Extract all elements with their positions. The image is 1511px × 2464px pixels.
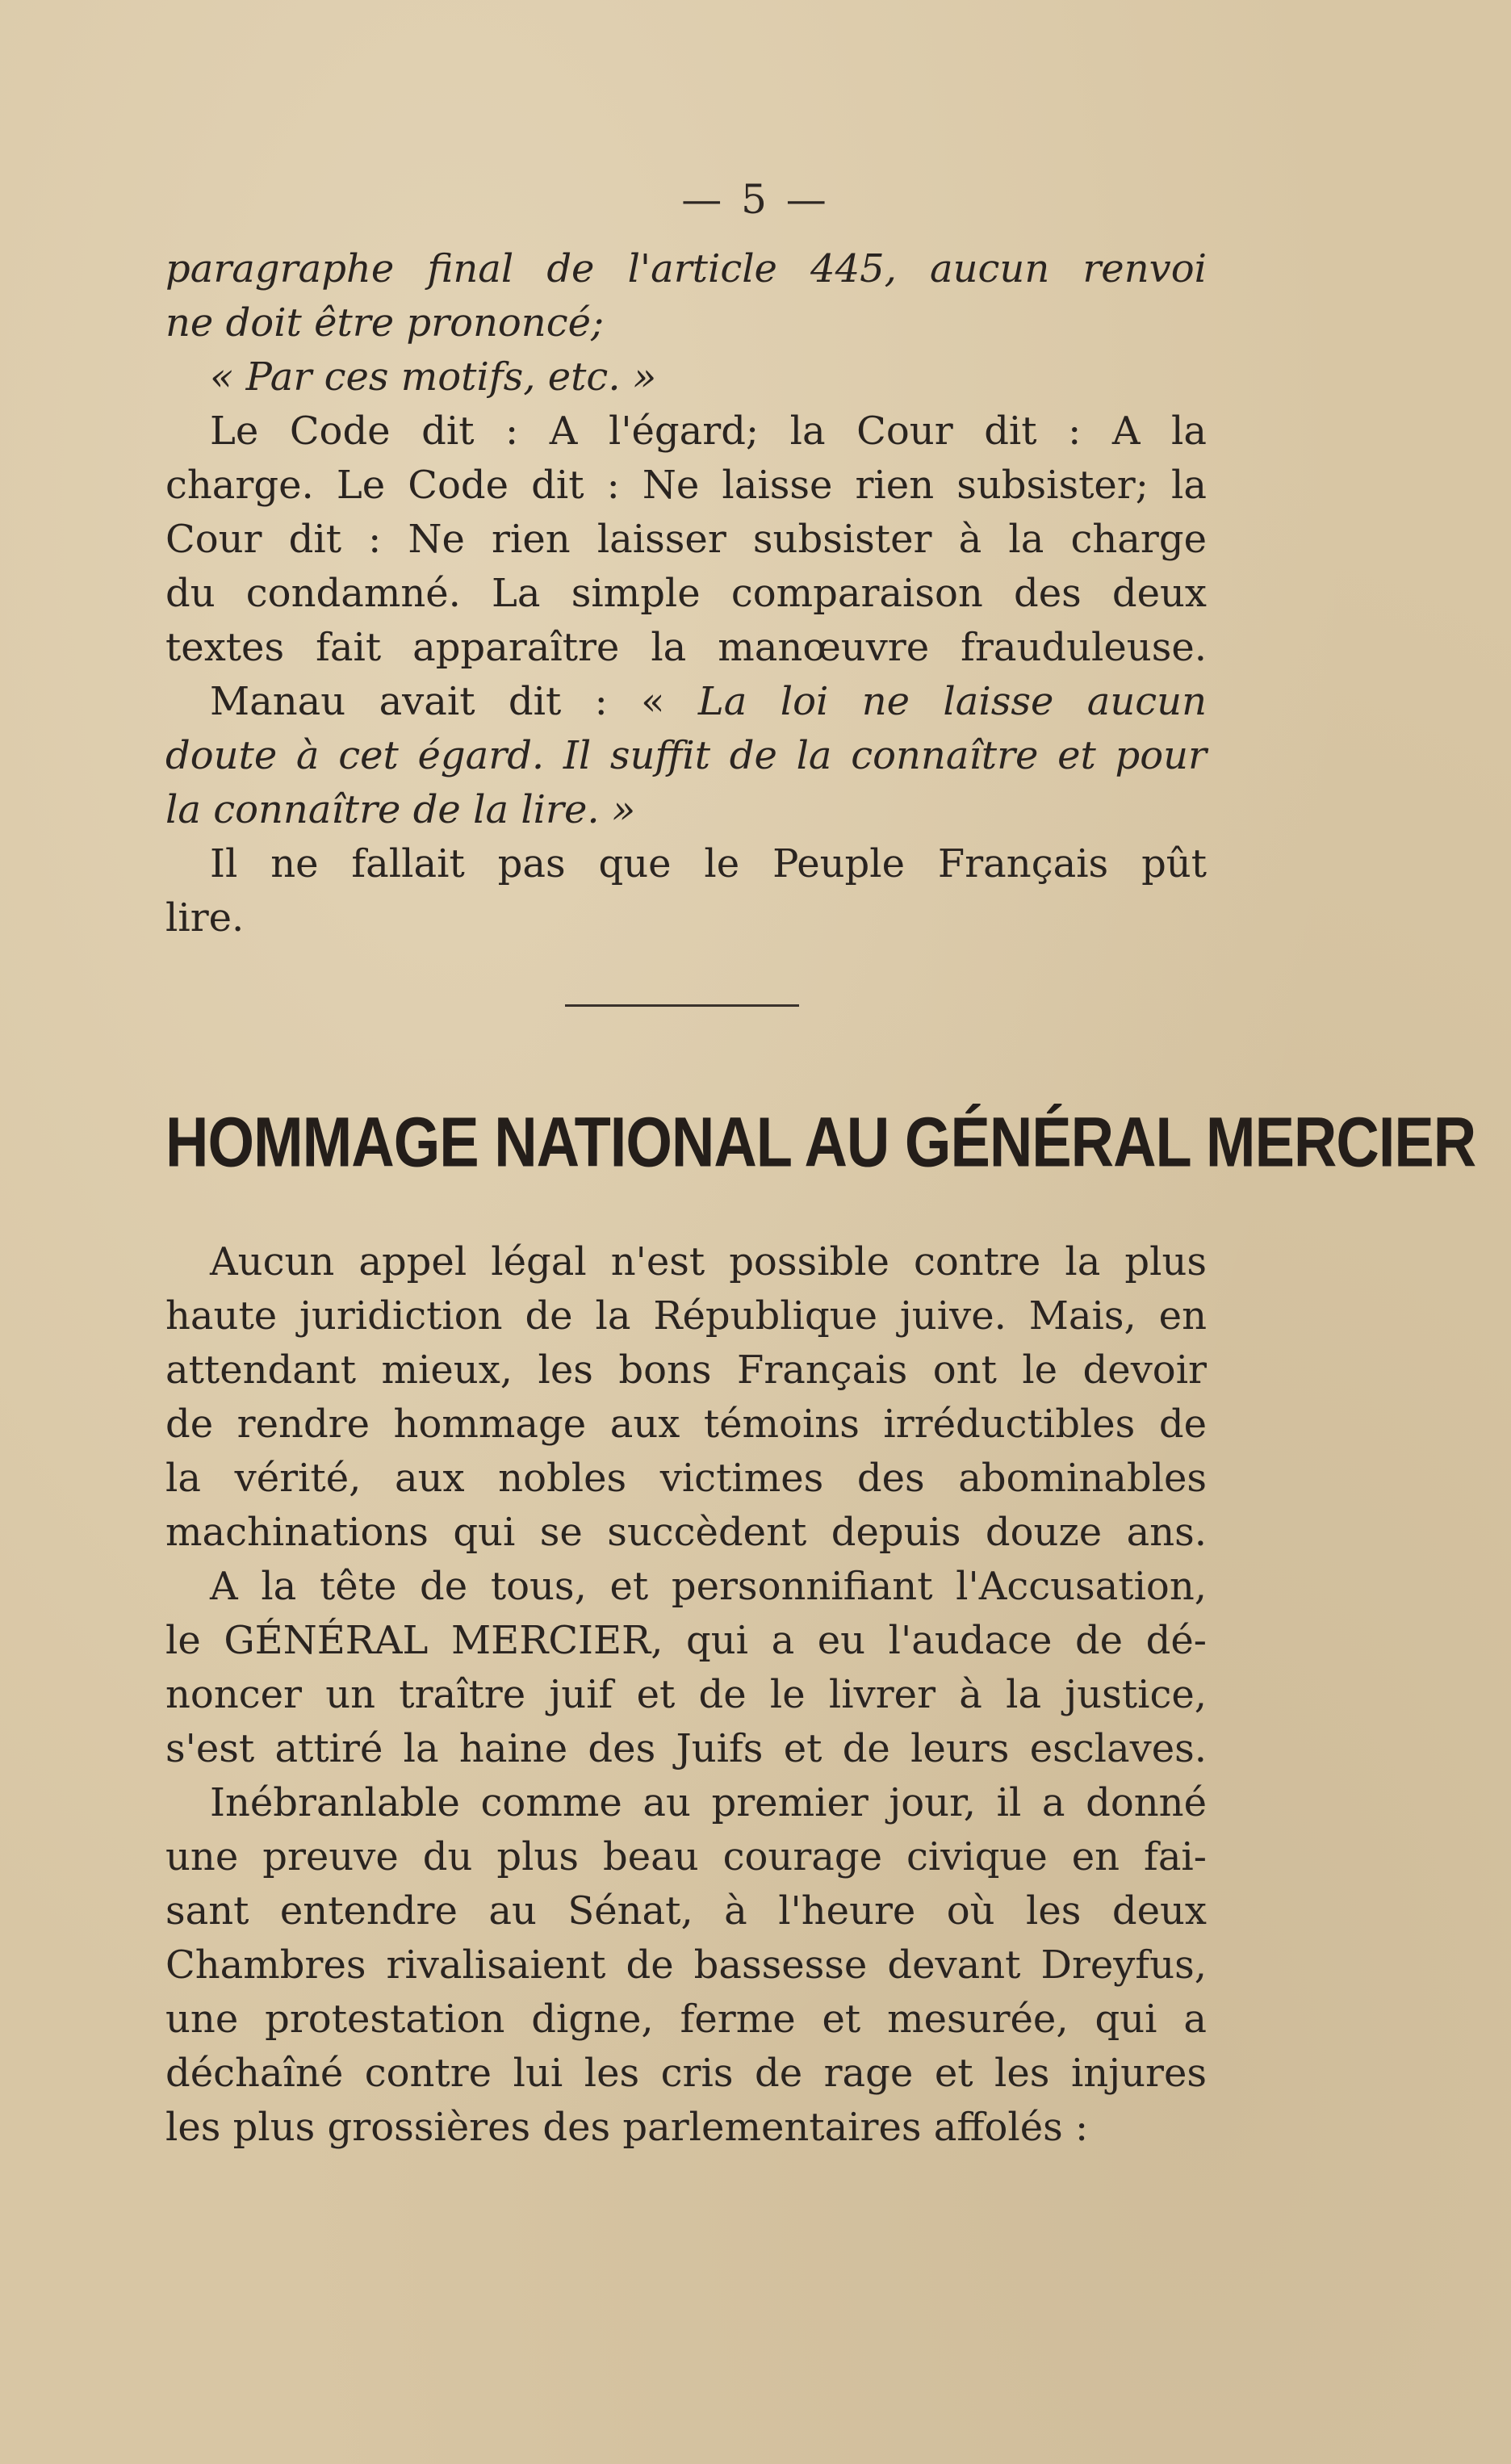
text-line: ne doit être prononcé; [165,300,605,346]
text-span-italic: La loi ne laisse aucun [697,679,1207,724]
text-line: sant entendre au Sénat, à l'heure où les deux [165,1888,1207,1934]
text-line: Il ne fallait pas que le Peuple Français pût [210,841,1207,886]
bottom-text-block [165,1235,1207,2155]
text-line: textes fait apparaître la manœuvre frauduleuse. [165,625,1207,670]
text-line: « Par ces motifs, etc. » [210,354,657,400]
text-line: de rendre hommage aux témoins irréductibles de [165,1402,1207,1447]
text-line: le GÉNÉRAL MERCIER, qui a eu l'audace de dé- [165,1618,1207,1663]
page-number: — 5 — [681,176,830,223]
section-divider [565,1004,799,1007]
text-line: la connaître de la lire. » [165,787,636,832]
text-line: Cour dit : Ne rien laisser subsister à la charge [165,517,1207,562]
text-line: haute juridiction de la République juive. Mais, en [165,1293,1207,1339]
text-span: Manau avait dit : « [210,679,698,724]
text-line: charge. Le Code dit : Ne laisse rien subsister; la [165,463,1207,508]
text-line: machinations qui se succèdent depuis douze ans. [165,1510,1207,1555]
text-line: lire. [165,895,245,941]
text-line: s'est attiré la haine des Juifs et de leurs esclaves. [165,1726,1207,1771]
text-line: une protestation digne, ferme et mesurée, qui a [165,1997,1207,2042]
text-line: doute à cet égard. Il suffit de la connaître et pour [165,733,1207,778]
text-line: attendant mieux, les bons Français ont le devoir [165,1347,1207,1393]
text-line-mixed [165,675,1207,729]
text-line: A la tête de tous, et personnifiant l'Accusation, [210,1564,1207,1609]
text-line: du condamné. La simple comparaison des deux [165,571,1207,616]
text-line: paragraphe final de l'article 445, aucun renvoi [165,246,1207,291]
text-line: Chambres rivalisaient de bassesse devant Dreyfus, [165,1942,1207,1988]
text-line: déchaîné contre lui les cris de rage et les injures [165,2051,1207,2096]
text-line: noncer un traître juif et de le livrer à la justice, [165,1672,1207,1717]
text-line: la vérité, aux nobles victimes des abominables [165,1456,1207,1501]
text-line: une preuve du plus beau courage civique en fai- [165,1834,1207,1879]
section-heading: HOMMAGE NATIONAL AU GÉNÉRAL MERCIER [165,1102,1476,1182]
text-line: Le Code dit : A l'égard; la Cour dit : A la [210,409,1207,454]
top-text-block [165,242,1207,945]
text-line: Aucun appel légal n'est possible contre la plus [210,1239,1207,1284]
text-line: les plus grossières des parlementaires affolés : [165,2105,1089,2150]
text-line: Inébranlable comme au premier jour, il a donné [210,1780,1207,1825]
